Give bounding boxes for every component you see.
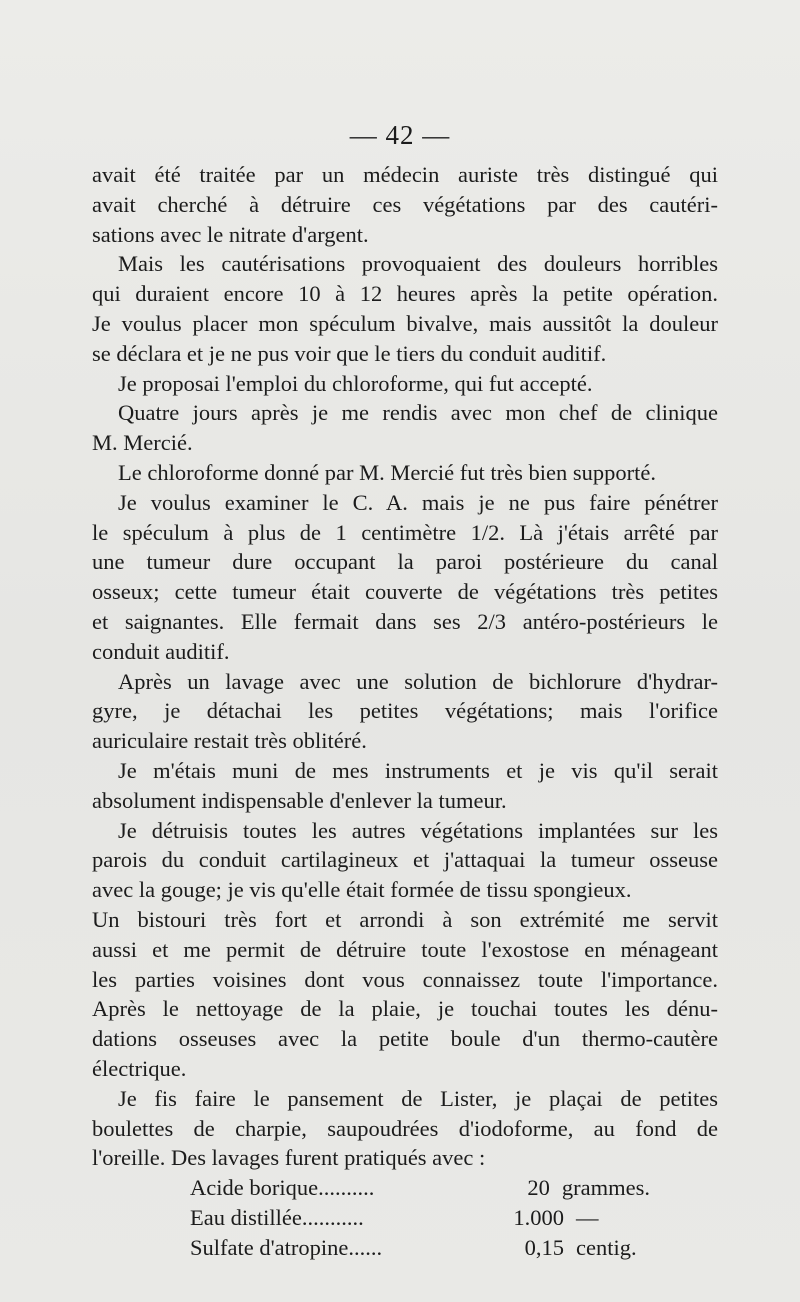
paragraph — [92, 1084, 718, 1173]
quantity: 20 — [527, 1175, 550, 1201]
prescription-row — [190, 1173, 650, 1203]
quantity: 1.000 — [513, 1204, 564, 1230]
paragraph — [92, 756, 718, 816]
text-line: M. Mercié. — [92, 430, 193, 456]
paragraph — [92, 398, 718, 458]
text-line: boulettes de charpie, saupoudrées d'iodoforme, au fond de — [92, 1115, 718, 1141]
text-line: aussi et me permit de détruire toute l'exostose en ménageant — [92, 936, 718, 962]
text-line: conduit auditif. — [92, 638, 230, 664]
paragraph — [92, 369, 718, 399]
text-line: électrique. — [92, 1055, 187, 1081]
text-line: sations avec le nitrate d'argent. — [92, 221, 369, 247]
page-number: — 42 — — [349, 120, 451, 150]
unit: grammes. — [561, 1175, 650, 1201]
text-line: Je fis faire le pansement de Lister, je plaçai de petites — [118, 1085, 718, 1111]
text-line: avec la gouge; je vis qu'elle était formée de tissu spongieux. — [92, 877, 632, 903]
text-line: dations osseuses avec la petite boule d'un thermo-cautère — [92, 1026, 718, 1052]
text-line: osseux; cette tumeur était couverte de végétations très petites — [92, 579, 718, 605]
paragraph — [92, 905, 718, 1084]
text-line: Un bistouri très fort et arrondi à son extrémité me servit — [92, 906, 718, 932]
text-line: Après un lavage avec une solution de bichlorure d'hydrar- — [118, 668, 718, 694]
text-line: Le chloroforme donné par M. Mercié fut très bien supporté. — [118, 459, 656, 485]
ingredient-name: Acide borique.......... — [190, 1175, 375, 1201]
prescription-row — [190, 1233, 650, 1263]
paragraph — [92, 458, 718, 488]
text-line: Quatre jours après je me rendis avec mon chef de clinique — [118, 400, 718, 426]
unit: — — [576, 1204, 599, 1230]
text-line: avait été traitée par un médecin auriste très distingué qui — [92, 162, 718, 187]
text-line: Je m'étais muni de mes instruments et je vis qu'il serait — [118, 757, 718, 783]
prescription-row — [190, 1203, 650, 1233]
unit: centig. — [576, 1234, 637, 1260]
quantity: 0,15 — [524, 1234, 564, 1260]
paragraph — [92, 160, 718, 249]
body-text — [92, 160, 718, 1262]
prescription-table — [190, 1173, 650, 1262]
text-line: absolument indispensable d'enlever la tumeur. — [92, 787, 507, 813]
paragraph — [92, 816, 718, 905]
text-line: une tumeur dure occupant la paroi postérieure du canal — [92, 549, 718, 575]
ingredient-name: Sulfate d'atropine...... — [190, 1234, 383, 1260]
text-line: parois du conduit cartilagineux et j'attaquai la tumeur osseuse — [92, 847, 718, 873]
text-line: et saignantes. Elle fermait dans ses 2/3 antéro-postérieurs le — [92, 608, 718, 634]
text-line: le spéculum à plus de 1 centimètre 1/2. Là j'étais arrêté par — [92, 519, 718, 545]
text-line: Je voulus placer mon spéculum bivalve, mais aussitôt la douleur — [92, 310, 718, 336]
text-line: Après le nettoyage de la plaie, je touchai toutes les dénu- — [92, 996, 718, 1022]
text-line: avait cherché à détruire ces végétations par des cautéri- — [92, 191, 718, 217]
text-line: se déclara et je ne pus voir que le tiers du conduit auditif. — [92, 340, 607, 366]
text-line: Mais les cautérisations provoquaient des douleurs horribles — [118, 251, 718, 277]
text-line: l'oreille. Des lavages furent pratiqués avec : — [92, 1145, 486, 1171]
paragraph — [92, 488, 718, 667]
text-line: qui duraient encore 10 à 12 heures après la petite opération. — [92, 281, 718, 307]
text-line: Je proposai l'emploi du chloroforme, qui fut accepté. — [118, 370, 593, 396]
paragraph — [92, 667, 718, 756]
paragraph — [92, 249, 718, 368]
text-line: les parties voisines dont vous connaissez toute l'importance. — [92, 966, 718, 992]
text-line: Je voulus examiner le C. A. mais je ne pus faire pénétrer — [118, 489, 718, 515]
text-line: Je détruisis toutes les autres végétations implantées sur les — [118, 817, 718, 843]
text-line: auriculaire restait très oblitéré. — [92, 728, 367, 754]
ingredient-name: Eau distillée........... — [190, 1204, 364, 1230]
text-line: gyre, je détachai les petites végétations; mais l'orifice — [92, 698, 718, 724]
